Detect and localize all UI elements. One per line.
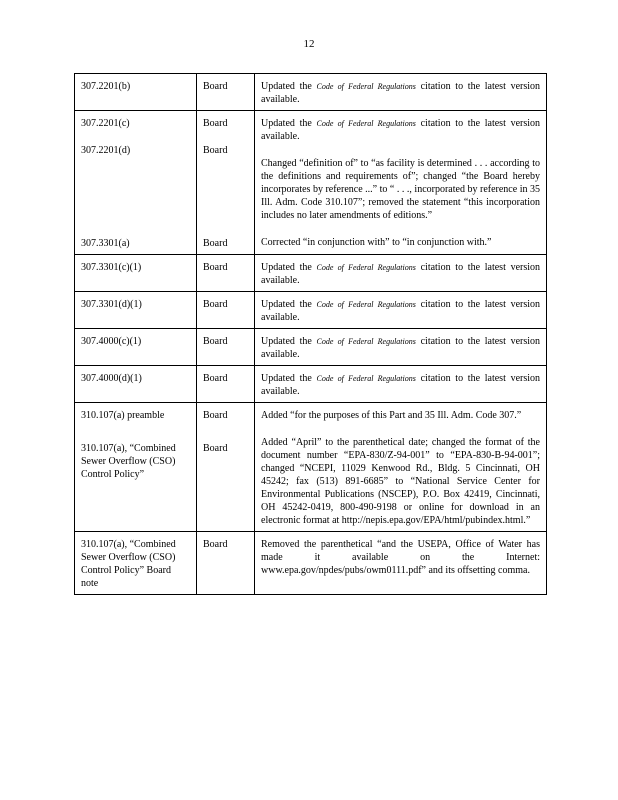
description-cell: Updated the Code of Federal Regulations citation to the latest version available. (255, 366, 547, 403)
description-cell: Updated the Code of Federal Regulations citation to the latest version available. (255, 329, 547, 366)
table-row (75, 532, 547, 595)
description-cell: Removed the parenthetical “and the USEPA, Office of Water has made it available on the Internet: www.epa.gov/npdes/pubs/owm0111.pdf” and its offsetting comma. (255, 532, 547, 595)
section-cell: 307.3301(c)(1) (75, 255, 197, 292)
source-cell: Board (197, 74, 255, 111)
table-row (75, 292, 547, 329)
table-row (75, 366, 547, 403)
source-cell: Board (197, 255, 255, 292)
cfr-title: Code of Federal Regulations (316, 263, 416, 272)
table-row (75, 329, 547, 366)
table-row (75, 111, 547, 255)
section-cell: 307.4000(d)(1) (75, 366, 197, 403)
source-cell: Board (197, 532, 255, 595)
description-cell: Updated the Code of Federal Regulations citation to the latest version available. (255, 74, 547, 111)
section-cell: 307.2201(c) 307.2201(d) 307.3301(a) (75, 111, 197, 255)
table-row (75, 74, 547, 111)
cfr-title: Code of Federal Regulations (316, 82, 416, 91)
page-number: 12 (303, 38, 315, 50)
description-cell: Updated the Code of Federal Regulations citation to the latest version available. (255, 292, 547, 329)
source-cell: Board (197, 366, 255, 403)
cfr-title: Code of Federal Regulations (316, 300, 416, 309)
table-row (75, 255, 547, 292)
section-cell: 307.4000(c)(1) (75, 329, 197, 366)
description-cell: Updated the Code of Federal Regulations citation to the latest version available. (255, 255, 547, 292)
table-row (75, 403, 547, 532)
source-cell: Board Board (197, 403, 255, 532)
section-cell: 307.2201(b) (75, 74, 197, 111)
description-cell: Added “for the purposes of this Part and 35 Ill. Adm. Code 307.” Added “April” to the parenthetical date; changed the format of the document number “EPA-830/Z-94-001” to “EPA-830-B-94-001”; changed “NCEPI, 11029 Kenwood Rd., Bldg. 5 Cincinnati, OH 45242; fax (513) 891-6685” to “National Service Center for Environmental Publications (NSCEP), P.O. Box 42419, Cincinnati, OH 45242-0419, 800-490-9198 or online for download in an electronic format at http://nepis.epa.gov/EPA/html/pubindex.html.” (255, 403, 547, 532)
source-cell: Board (197, 329, 255, 366)
description-cell: Updated the Code of Federal Regulations citation to the latest version available. Changed “definition of” to “as facility is determined . . . according to the definitions and requirements of”; changed “the Board hereby incorporates by reference ...” to “ . . ., incorporated by reference in 35 Ill. Adm. Code 310.107”; removed the statement “this incorporation includes no later amendments of editions.” Corrected “in conjunction with” to “in conjunction with.” (255, 111, 547, 255)
amendments-table (74, 73, 547, 595)
section-cell: 310.107(a) preamble 310.107(a), “Combined Sewer Overflow (CSO) Control Policy” (75, 403, 197, 532)
cfr-title: Code of Federal Regulations (316, 337, 416, 346)
source-cell: Board Board Board (197, 111, 255, 255)
section-cell: 307.3301(d)(1) (75, 292, 197, 329)
section-cell: 310.107(a), “Combined Sewer Overflow (CSO) Control Policy” Board note (75, 532, 197, 595)
source-cell: Board (197, 292, 255, 329)
cfr-title: Code of Federal Regulations (316, 119, 416, 128)
cfr-title: Code of Federal Regulations (316, 374, 416, 383)
